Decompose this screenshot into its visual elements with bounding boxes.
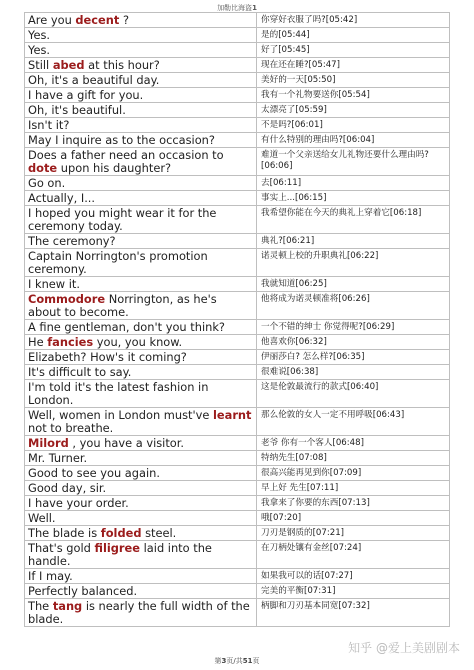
keyword: decent — [75, 13, 120, 27]
english-text: That's gold — [28, 541, 95, 555]
chinese-line: 有什么特别的理由吗?[06:04] — [261, 135, 375, 145]
chinese-line: 很高兴能再见到你[07:09] — [261, 468, 362, 478]
english-text: I knew it. — [28, 277, 80, 291]
chinese-line: 不是吗?[06:01] — [261, 120, 323, 130]
english-line — [25, 408, 257, 435]
chinese-line: 你穿好衣服了吗?[05:42] — [261, 15, 358, 25]
english-line — [25, 584, 257, 598]
english-line — [25, 436, 257, 450]
english-text: Perfectly balanced. — [28, 584, 138, 598]
english-line — [25, 335, 257, 349]
keyword: fancies — [47, 335, 94, 349]
table-row — [24, 320, 450, 335]
keyword: Commodore — [28, 292, 106, 306]
chinese-line: 去[06:11] — [261, 178, 302, 188]
table-row — [24, 176, 450, 191]
english-line — [25, 350, 257, 364]
header-title: 加勒比海盗 — [217, 4, 253, 12]
keyword: filigree — [94, 541, 141, 555]
table-row — [24, 88, 450, 103]
table-row — [24, 569, 450, 584]
english-text: Go on. — [28, 176, 66, 190]
page-footer — [0, 656, 474, 666]
english-line — [25, 13, 257, 27]
table-row — [24, 292, 450, 320]
chinese-line: 诺灵顿上校的升职典礼[06:22] — [261, 251, 379, 261]
chinese-line: 老爷 你有一个客人[06:48] — [261, 438, 364, 448]
english-text: Good to see you again. — [28, 466, 160, 480]
english-text: It's difficult to say. — [28, 365, 132, 379]
english-line — [25, 118, 257, 132]
english-line — [25, 28, 257, 42]
english-text: Are you — [28, 13, 76, 27]
chinese-line: 很难说[06:38] — [261, 367, 319, 377]
table-row — [24, 511, 450, 526]
english-text: Elizabeth? How's it coming? — [28, 350, 187, 364]
keyword: dote — [28, 161, 58, 175]
english-line — [25, 176, 257, 190]
chinese-line: 柄脚和刀刃基本同宽[07:32] — [261, 601, 370, 611]
english-text: ? — [119, 13, 129, 27]
english-line — [25, 599, 257, 626]
chinese-line: 如果我可以的话[07:27] — [261, 571, 353, 581]
keyword: learnt — [213, 408, 252, 422]
keyword: folded — [100, 526, 142, 540]
table-row — [24, 350, 450, 365]
english-line — [25, 191, 257, 205]
english-line — [25, 103, 257, 117]
keyword: Milord — [28, 436, 69, 450]
table-row — [24, 43, 450, 58]
english-text: Good day, sir. — [28, 481, 107, 495]
english-line — [25, 481, 257, 495]
footer-page-number: 3 — [221, 657, 227, 665]
chinese-line: 伊丽莎白? 怎么样?[06:35] — [261, 352, 365, 362]
chinese-line: 他喜欢你[06:32] — [261, 337, 327, 347]
english-line — [25, 73, 257, 87]
table-row — [24, 451, 450, 466]
table-row — [24, 191, 450, 206]
english-line — [25, 380, 257, 407]
english-line — [25, 234, 257, 248]
chinese-line: 好了[05:45] — [261, 45, 310, 55]
chinese-line: 我希望你能在今天的典礼上穿着它[06:18] — [261, 208, 422, 218]
english-text: Oh, it's a beautiful day. — [28, 73, 160, 87]
english-text: Well. — [28, 511, 56, 525]
english-text: He — [28, 335, 48, 349]
chinese-line: 那么伦敦的女人一定不用呼吸[06:43] — [261, 410, 405, 420]
table-row — [24, 436, 450, 451]
table-row — [24, 380, 450, 408]
table-row — [24, 365, 450, 380]
english-text: The — [28, 599, 53, 613]
chinese-line: 太漂亮了[05:59] — [261, 105, 327, 115]
english-line — [25, 569, 257, 583]
english-line — [25, 249, 257, 276]
footer-mid: 页/共 — [226, 657, 243, 665]
english-line — [25, 451, 257, 465]
table-row — [24, 234, 450, 249]
english-text: Oh, it's beautiful. — [28, 103, 126, 117]
subtitle-table — [24, 12, 450, 627]
english-text: Isn't it? — [28, 118, 70, 132]
table-row — [24, 408, 450, 436]
watermark — [348, 639, 460, 656]
english-text: Norrington, as he's about to become. — [28, 292, 217, 319]
chinese-line: 是的[05:44] — [261, 30, 310, 40]
english-text: , you have a visitor. — [68, 436, 185, 450]
table-row — [24, 496, 450, 511]
table-row — [24, 335, 450, 350]
english-text: Well, women in London must've — [28, 408, 213, 422]
chinese-line: 我拿来了你要的东西[07:13] — [261, 498, 370, 508]
english-line — [25, 496, 257, 510]
english-text: If I may. — [28, 569, 73, 583]
english-text: at this hour? — [84, 58, 160, 72]
english-line — [25, 277, 257, 291]
header-title-number: 1 — [252, 4, 257, 12]
table-row — [24, 148, 450, 176]
table-row — [24, 28, 450, 43]
english-line — [25, 365, 257, 379]
english-text: I hoped you might wear it for the ceremony today. — [28, 206, 217, 233]
english-line — [25, 88, 257, 102]
chinese-line: 在刀柄处镶有金丝[07:24] — [261, 543, 362, 553]
english-text: you, you know. — [93, 335, 183, 349]
table-row — [24, 206, 450, 234]
table-row — [24, 13, 450, 28]
chinese-line: 我有一个礼物要送你[05:54] — [261, 90, 370, 100]
chinese-line: 我就知道[06:25] — [261, 279, 327, 289]
chinese-line: 难道一个父亲送给女儿礼物还要什么理由吗?[06:06] — [261, 150, 429, 171]
chinese-line: 完美的平衡[07:31] — [261, 586, 336, 596]
footer-prefix: 第 — [214, 657, 222, 665]
english-text: laid into the handle. — [28, 541, 212, 568]
english-line — [25, 466, 257, 480]
table-row — [24, 58, 450, 73]
table-row — [24, 73, 450, 88]
english-text: The blade is — [28, 526, 101, 540]
keyword: tang — [52, 599, 83, 613]
chinese-line: 早上好 先生[07:11] — [261, 483, 339, 493]
english-text: Does a father need an occasion to — [28, 148, 224, 162]
english-text: is nearly the full width of the blade. — [28, 599, 250, 626]
table-row — [24, 481, 450, 496]
table-row — [24, 103, 450, 118]
table-row — [24, 118, 450, 133]
table-row — [24, 466, 450, 481]
english-text: I have a gift for you. — [28, 88, 144, 102]
english-text: not to breathe. — [28, 421, 114, 435]
chinese-line: 哦[07:20] — [261, 513, 302, 523]
chinese-line: 典礼?[06:21] — [261, 236, 315, 246]
english-line — [25, 133, 257, 147]
english-line — [25, 541, 257, 568]
english-line — [25, 58, 257, 72]
english-text: Yes. — [28, 43, 51, 57]
english-line — [25, 43, 257, 57]
chinese-line: 刀刃是钢质的[07:21] — [261, 528, 345, 538]
english-line — [25, 526, 257, 540]
table-row — [24, 526, 450, 541]
table-row — [24, 277, 450, 292]
english-text: Mr. Turner. — [28, 451, 88, 465]
chinese-line: 他将成为诺灵顿准将[06:26] — [261, 294, 370, 304]
chinese-line: 这是伦敦最流行的款式[06:40] — [261, 382, 379, 392]
english-text: I have your order. — [28, 496, 129, 510]
english-text: May I inquire as to the occasion? — [28, 133, 215, 147]
english-text: steel. — [141, 526, 177, 540]
table-row — [24, 584, 450, 599]
english-line — [25, 206, 257, 233]
chinese-line: 现在还在睡?[05:47] — [261, 60, 341, 70]
english-text: The ceremony? — [28, 234, 116, 248]
footer-total-pages: 51 — [242, 657, 253, 665]
chinese-line: 事实上...[06:15] — [261, 193, 327, 203]
english-line — [25, 511, 257, 525]
english-line — [25, 320, 257, 334]
chinese-line: 特纳先生[07:08] — [261, 453, 327, 463]
english-line — [25, 148, 257, 175]
table-row — [24, 133, 450, 148]
footer-suffix: 页 — [252, 657, 260, 665]
english-text: I'm told it's the latest fashion in London. — [28, 380, 209, 407]
keyword: abed — [52, 58, 85, 72]
english-text: Yes. — [28, 28, 51, 42]
english-text: upon his daughter? — [57, 161, 172, 175]
english-text: A fine gentleman, don't you think? — [28, 320, 225, 334]
english-text: Still — [28, 58, 53, 72]
table-row — [24, 541, 450, 569]
chinese-line: 美好的一天[05:50] — [261, 75, 336, 85]
english-line — [25, 292, 257, 319]
table-row — [24, 599, 450, 627]
english-text: Captain Norrington's promotion ceremony. — [28, 249, 208, 276]
watermark-text: 知乎 @爱上美剧剧本 — [348, 641, 460, 655]
english-text: Actually, I... — [28, 191, 96, 205]
table-row — [24, 249, 450, 277]
chinese-line: 一个不错的绅士 你觉得呢?[06:29] — [261, 322, 395, 332]
